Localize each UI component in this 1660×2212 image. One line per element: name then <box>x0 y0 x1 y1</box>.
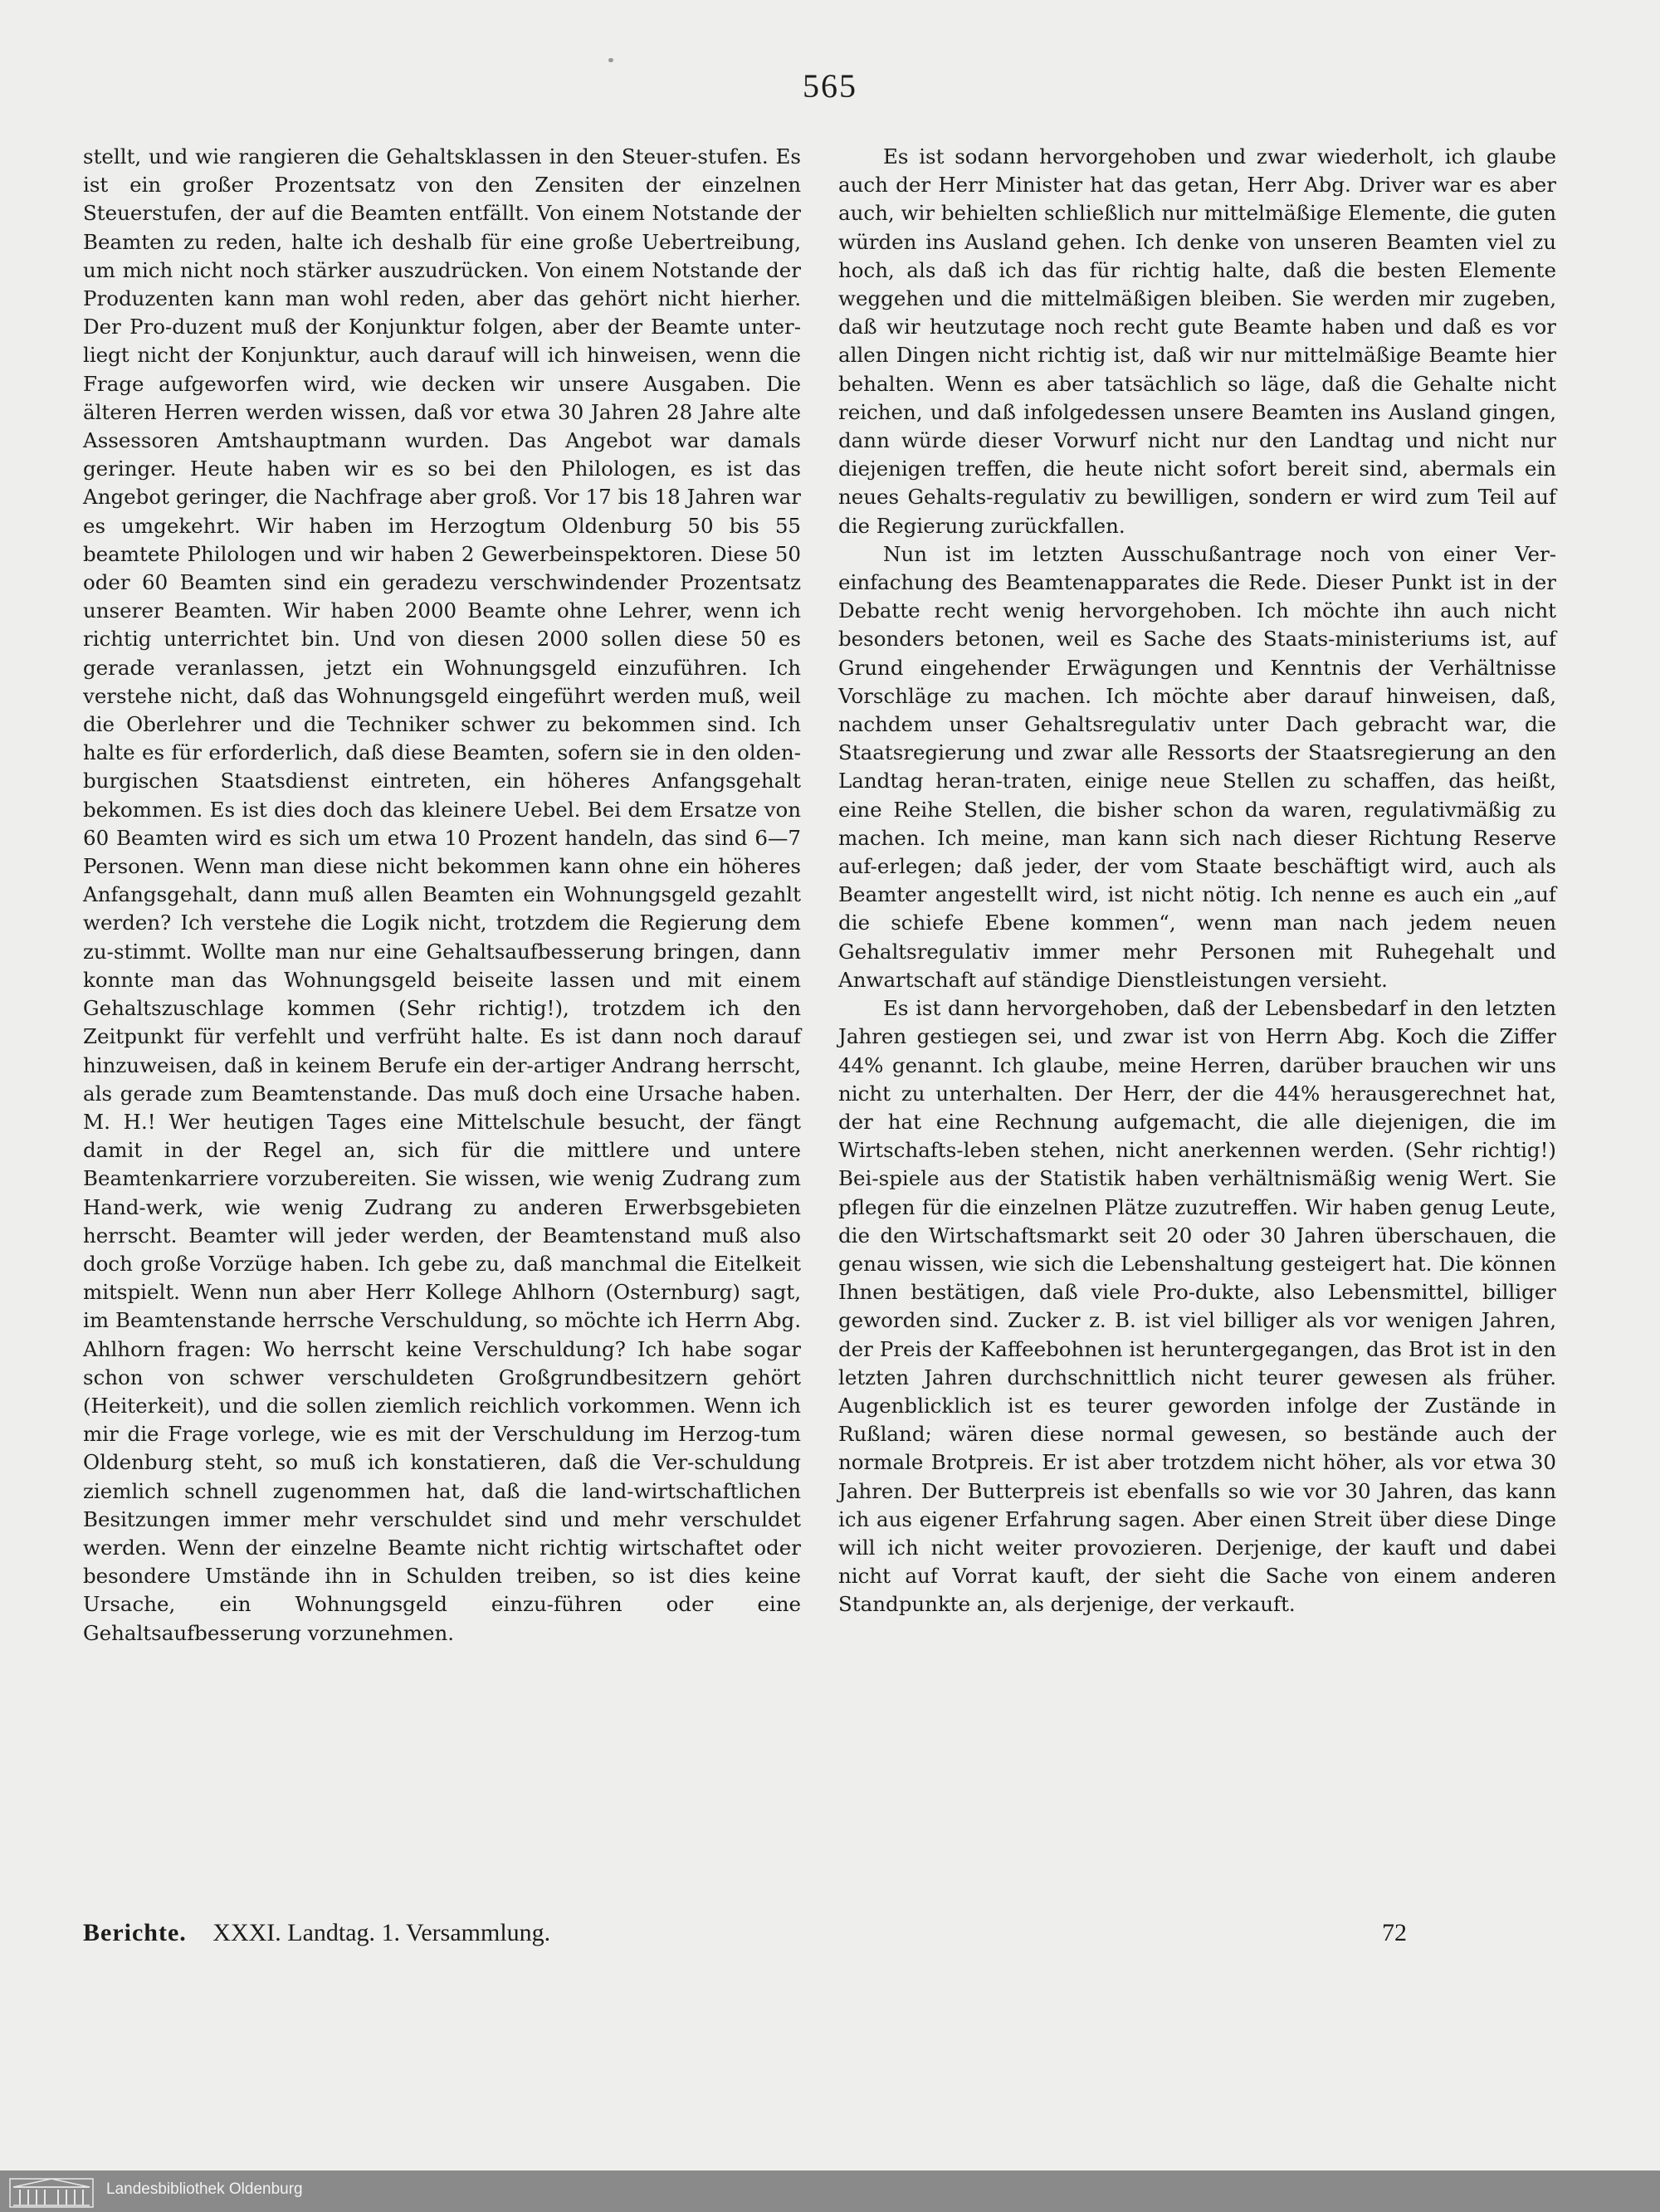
paragraph: Es ist dann hervorgehoben, daß der Lebensbedarf in den letzten Jahren gestiegen sei, und zwar ist von Herrn Abg. Koch die Ziffer 44% genannt. Ich glaube, meine Herren, darüber brauchen wir uns nicht zu unterhalten. Der Herr, der die 44% herausgerechnet hat, der hat eine Rechnung aufgemacht, die alle diejenigen, die im Wirtschafts-leben stehen, nicht anerkennen werden. (Sehr richtig!) Bei-spiele aus der Statistik haben verhältnismäßig wenig Wert. Sie pflegen für die einzelnen Plätze zuzutreffen. Wir haben genug Leute, die den Wirtschaftsmarkt seit 20 oder 30 Jahren überschauen, die genau wissen, wie sich die Lebenshaltung gesteigert hat. Die können Ihnen bestätigen, daß viele Pro-dukte, also Lebensmittel, billiger geworden sind. Zucker z. B. ist viel billiger als vor wenigen Jahren, der Preis der Kaffeebohnen ist heruntergegangen, das Brot ist in den letzten Jahren durchschnittlich nicht teurer gewesen als früher. Augenblicklich ist es teurer geworden infolge der Zustände in Rußland; wären diese normal gewesen, so bestände auch der normale Brotpreis. Er ist aber trotzdem nicht höher, als vor etwa 30 Jahren. Der Butterpreis ist ebenfalls so wie vor 30 Jahren, das kann ich aus eigener Erfahrung sagen. Aber einen Streit über diese Dinge will ich nicht weiter provozieren. Derjenige, der kauft und dabei nicht auf Vorrat kauft, der sieht die Sache von einem anderen Standpunkte an, als derjenige, der verkauft. <box>838 996 1556 1617</box>
page-footer <box>83 1919 1577 1952</box>
text-column-left <box>83 143 801 1648</box>
library-name: Landesbibliothek Oldenburg <box>106 2180 303 2198</box>
paragraph: Nun ist im letzten Ausschußantrage noch von einer Ver-einfachung des Beamtenapparates die Rede. Dieser Punkt ist in der Debatte recht wenig hervorgehoben. Ich möchte ihn auch nicht besonders betonen, weil es Sache des Staats-ministeriums ist, auf Grund eingehender Erwägungen und Kenntnis der Verhältnisse Vorschläge zu machen. Ich möchte aber darauf hinweisen, daß, nachdem unser Gehaltsregulativ unter Dach gebracht war, die Staatsregierung und zwar alle Ressorts der Staatsregierung an den Landtag heran-traten, einige neue Stellen zu schaffen, das heißt, eine Reihe Stellen, die bisher schon da waren, regulativmäßig zu machen. Ich meine, man kann sich nach dieser Richtung Reserve auf-erlegen; daß jeder, der vom Staate beschäftigt wird, auch als Beamter angestellt wird, ist nicht nötig. Ich nenne es auch ein „auf die schiefe Ebene kommen“, wenn man nach jedem neuen Gehaltsregulativ immer mehr Personen mit Ruhegehalt und Anwartschaft auf ständige Dienstleistungen versieht. <box>838 541 1556 992</box>
footer-label: XXXI. Landtag. 1. Versammlung. <box>212 1919 551 1946</box>
paper-speck <box>608 58 613 62</box>
paragraph: stellt, und wie rangieren die Gehaltsklassen in den Steuer-stufen. Es ist ein großer Prozentsatz von den Zensiten der einzelnen Steuerstufen, der auf die Beamten entfällt. Von einem Notstande der Beamten zu reden, halte ich deshalb für eine große Uebertreibung, um mich nicht noch stärker auszudrücken. Von einem Notstande der Produzenten kann man wohl reden, aber das gehört nicht hierher. Der Pro-duzent muß der Konjunktur folgen, aber der Beamte unter-liegt nicht der Konjunktur, auch darauf will ich hinweisen, wenn die Frage aufgeworfen wird, wie decken wir unsere Ausgaben. Die älteren Herren werden wissen, daß vor etwa 30 Jahren 28 Jahre alte Assessoren Amtshauptmann wurden. Das Angebot war damals geringer. Heute haben wir es so bei den Philologen, es ist das Angebot geringer, die Nachfrage aber groß. Vor 17 bis 18 Jahren war es umgekehrt. Wir haben im Herzogtum Oldenburg 50 bis 55 beamtete Philologen und wir haben 2 Gewerbeinspektoren. Diese 50 oder 60 Beamten sind ein geradezu verschwindender Prozentsatz unserer Beamten. Wir haben 2000 Beamte ohne Lehrer, wenn ich richtig unterrichtet bin. Und von diesen 2000 sollen diese 50 es gerade veranlassen, jetzt ein Wohnungsgeld einzuführen. Ich verstehe nicht, daß das Wohnungsgeld eingeführt werden muß, weil die Oberlehrer und die Techniker schwer zu bekommen sind. Ich halte es für erforderlich, daß diese Beamten, sofern sie in den olden-burgischen Staatsdienst eintreten, ein höheres Anfangsgehalt bekommen. Es ist dies doch das kleinere Uebel. Bei dem Ersatze von 60 Beamten wird es sich um etwa 10 Prozent handeln, das sind 6—7 Personen. Wenn man diese nicht bekommen kann ohne ein höheres Anfangsgehalt, dann muß allen Beamten ein Wohnungsgeld gezahlt werden? Ich verstehe die Logik nicht, trotzdem die Regierung dem zu-stimmt. Wollte man nur eine Gehaltsaufbesserung bringen, dann konnte man das Wohnungsgeld beiseite lassen und mit einem Gehaltszuschlage kommen (Sehr richtig!), trotzdem ich den Zeitpunkt für verfehlt und verfrüht halte. Es ist dann noch darauf hinzuweisen, daß in keinem Berufe ein der-artiger Andrang herrscht, als gerade zum Beamtenstande. Das muß doch eine Ursache haben. M. H.! Wer heutigen Tages eine Mittelschule besucht, der fängt damit in der Regel an, sich für die mittlere und untere Beamtenkarriere vorzubereiten. Sie wissen, wie wenig Zudrang zum Hand-werk, wie wenig Zudrang zu anderen Erwerbsgebieten herrscht. Beamter will jeder werden, der Beamtenstand muß also doch große Vorzüge haben. Ich gebe zu, daß manchmal die Eitelkeit mitspielt. Wenn nun aber Herr Kollege Ahlhorn (Osternburg) sagt, im Beamtenstande herrsche Verschuldung, so möchte ich Herrn Abg. Ahlhorn fragen: Wo herrscht keine Verschuldung? Ich habe sogar schon von schwer verschuldeten Großgrundbesitzern gehört (Heiterkeit), und die sollen ziemlich reichlich vorkommen. Wenn ich mir die Frage vorlege, wie es mit der Verschuldung im Herzog-tum Oldenburg steht, so muß ich konstatieren, daß die Ver-schuldung ziemlich schnell zugenommen hat, daß die land-wirtschaftlichen Besitzungen immer mehr verschuldet sind und mehr verschuldet werden. Wenn der einzelne Beamte nicht richtig wirtschaftet oder besondere Umstände ihn in Schulden treiben, so ist dies keine Ursache, ein Wohnungsgeld einzu-führen oder eine Gehaltsaufbesserung vorzunehmen. <box>83 144 801 1645</box>
page-number: 565 <box>803 67 857 105</box>
library-footer-bar <box>0 2170 1660 2212</box>
text-column-right <box>838 143 1556 1619</box>
paragraph: Es ist sodann hervorgehoben und zwar wiederholt, ich glaube auch der Herr Minister hat das getan, Herr Abg. Driver war es aber auch, wir behielten schließlich nur mittelmäßige Elemente, die guten würden ins Ausland gehen. Ich denke von unseren Beamten viel zu hoch, als daß ich das für richtig halte, daß die besten Elemente weggehen und die mittelmäßigen bleiben. Sie werden mir zugeben, daß wir heutzutage noch recht gute Beamte haben und daß es vor allen Dingen nicht richtig ist, daß wir nur mittelmäßige Beamte hier behalten. Wenn es aber tatsächlich so läge, daß die Gehalte nicht reichen, und daß infolgedessen unsere Beamten ins Ausland gingen, dann würde dieser Vorwurf nicht nur den Landtag und nicht nur diejenigen treffen, die heute nicht sofort bereit sind, abermals ein neues Gehalts-regulativ zu bewilligen, sondern er wird zum Teil auf die Regierung zurückfallen. <box>838 144 1556 538</box>
library-building-icon <box>8 2174 95 2209</box>
footer-label-bold: Berichte. <box>83 1919 187 1946</box>
sheet-number: 72 <box>1382 1919 1407 1946</box>
